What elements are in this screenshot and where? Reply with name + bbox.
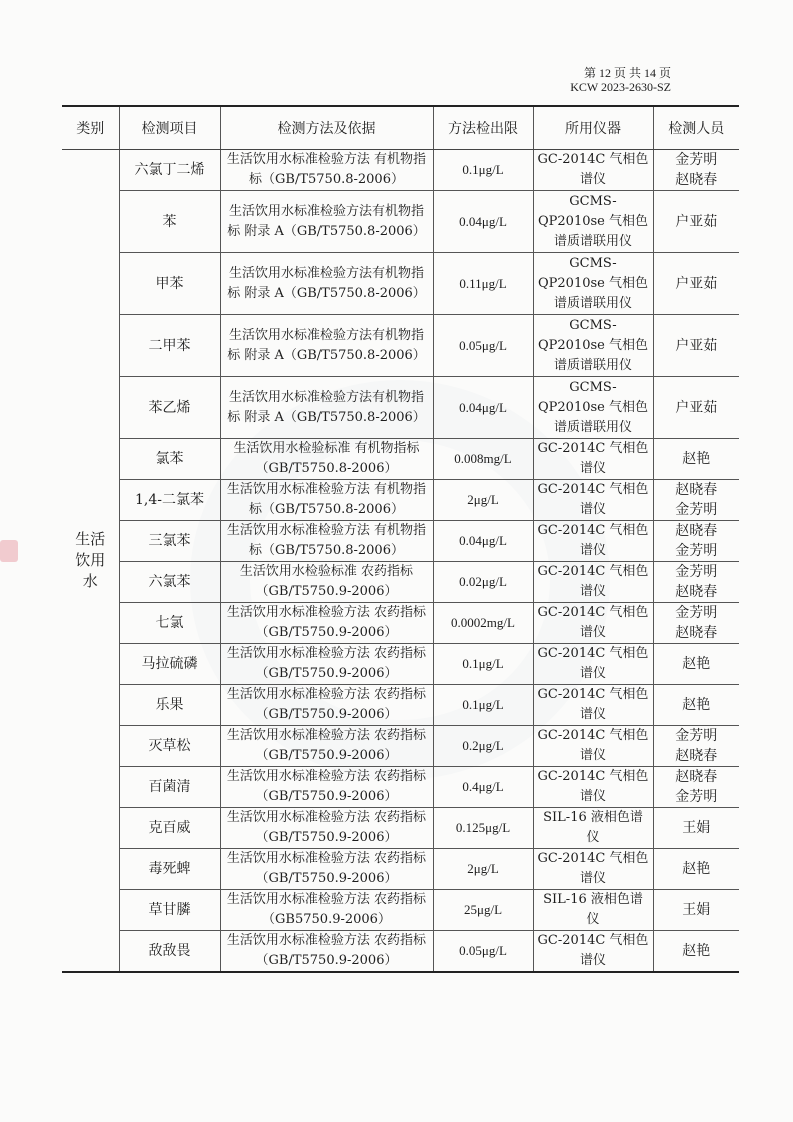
instrument-cell: GC-2014C 气相色谱仪 bbox=[533, 767, 653, 808]
table-row bbox=[62, 521, 739, 562]
tester-cell bbox=[653, 890, 739, 931]
tester-name: 金芳明 bbox=[675, 728, 718, 744]
category-cell bbox=[62, 150, 119, 973]
limit-cell: 0.02μg/L bbox=[433, 562, 533, 603]
tester-name: 赵晓春 bbox=[675, 584, 718, 600]
tester-cell bbox=[653, 253, 739, 315]
item-cell: 毒死蜱 bbox=[119, 849, 220, 890]
instrument-cell: GC-2014C 气相色谱仪 bbox=[533, 644, 653, 685]
item-cell: 七氯 bbox=[119, 603, 220, 644]
instrument-cell: GC-2014C 气相色谱仪 bbox=[533, 685, 653, 726]
limit-cell: 0.04μg/L bbox=[433, 377, 533, 439]
tester-cell bbox=[653, 315, 739, 377]
table-row bbox=[62, 603, 739, 644]
tester-name: 赵晓春 bbox=[675, 172, 718, 188]
tester-name: 赵晓春 bbox=[675, 523, 718, 539]
table-row bbox=[62, 726, 739, 767]
tester-name: 赵晓春 bbox=[675, 482, 718, 498]
tester-name: 户亚茹 bbox=[675, 275, 718, 292]
method-cell: 生活饮用水标准检验方法 农药指标（GB/T5750.9-2006） bbox=[220, 726, 433, 767]
tester-cell bbox=[653, 644, 739, 685]
tester-cell bbox=[653, 767, 739, 808]
test-results-table bbox=[62, 105, 739, 973]
table-row bbox=[62, 849, 739, 890]
table-row bbox=[62, 315, 739, 377]
tester-cell bbox=[653, 808, 739, 849]
table-row bbox=[62, 685, 739, 726]
limit-cell: 0.1μg/L bbox=[433, 644, 533, 685]
tester-cell bbox=[653, 439, 739, 480]
method-cell: 生活饮用水标准检验方法 农药指标（GB/T5750.9-2006） bbox=[220, 849, 433, 890]
method-cell: 生活饮用水检验标准 有机物指标（GB/T5750.8-2006） bbox=[220, 439, 433, 480]
limit-cell: 0.04μg/L bbox=[433, 521, 533, 562]
tester-cell bbox=[653, 685, 739, 726]
item-cell: 敌敌畏 bbox=[119, 931, 220, 973]
instrument-cell: GC-2014C 气相色谱仪 bbox=[533, 439, 653, 480]
method-cell: 生活饮用水标准检验方法 有机物指标（GB/T5750.8-2006） bbox=[220, 150, 433, 191]
limit-cell: 0.4μg/L bbox=[433, 767, 533, 808]
item-cell: 苯乙烯 bbox=[119, 377, 220, 439]
tester-name: 赵晓春 bbox=[675, 625, 718, 641]
column-header-method: 检测方法及依据 bbox=[220, 106, 433, 150]
method-cell: 生活饮用水标准检验方法 农药指标（GB/T5750.9-2006） bbox=[220, 931, 433, 973]
method-cell: 生活饮用水标准检验方法 农药指标（GB/T5750.9-2006） bbox=[220, 644, 433, 685]
table-row bbox=[62, 931, 739, 973]
tester-name: 金芳明 bbox=[675, 789, 718, 805]
method-cell: 生活饮用水检验标准 农药指标（GB/T5750.9-2006） bbox=[220, 562, 433, 603]
instrument-cell: GC-2014C 气相色谱仪 bbox=[533, 521, 653, 562]
method-cell: 生活饮用水标准检验方法 有机物指标（GB/T5750.8-2006） bbox=[220, 521, 433, 562]
instrument-cell: GCMS-QP2010se 气相色谱质谱联用仪 bbox=[533, 377, 653, 439]
limit-cell: 0.2μg/L bbox=[433, 726, 533, 767]
tester-name: 王娟 bbox=[682, 820, 711, 836]
method-cell: 生活饮用水标准检验方法有机物指标 附录 A（GB/T5750.8-2006） bbox=[220, 253, 433, 315]
tester-name: 户亚茹 bbox=[675, 399, 718, 416]
method-cell: 生活饮用水标准检验方法 农药指标（GB/T5750.9-2006） bbox=[220, 603, 433, 644]
instrument-cell: GCMS-QP2010se 气相色谱质谱联用仪 bbox=[533, 253, 653, 315]
item-cell: 六氯苯 bbox=[119, 562, 220, 603]
limit-cell: 2μg/L bbox=[433, 480, 533, 521]
method-cell: 生活饮用水标准检验方法 农药指标（GB5750.9-2006） bbox=[220, 890, 433, 931]
limit-cell: 0.125μg/L bbox=[433, 808, 533, 849]
tester-cell bbox=[653, 480, 739, 521]
table-header-row bbox=[62, 106, 739, 150]
tester-name: 金芳明 bbox=[675, 502, 718, 518]
instrument-cell: GC-2014C 气相色谱仪 bbox=[533, 150, 653, 191]
tester-name: 金芳明 bbox=[675, 564, 718, 580]
tester-name: 赵晓春 bbox=[675, 748, 718, 764]
category-label: 生活饮用水 bbox=[75, 529, 106, 590]
tester-name: 赵艳 bbox=[682, 697, 711, 713]
table-row bbox=[62, 890, 739, 931]
method-cell: 生活饮用水标准检验方法 农药指标（GB/T5750.9-2006） bbox=[220, 767, 433, 808]
tester-name: 金芳明 bbox=[675, 605, 718, 621]
instrument-cell: GC-2014C 气相色谱仪 bbox=[533, 726, 653, 767]
item-cell: 马拉硫磷 bbox=[119, 644, 220, 685]
page-header bbox=[570, 66, 671, 94]
item-cell: 二甲苯 bbox=[119, 315, 220, 377]
table-row bbox=[62, 644, 739, 685]
table-row bbox=[62, 480, 739, 521]
tester-cell bbox=[653, 191, 739, 253]
method-cell: 生活饮用水标准检验方法有机物指标 附录 A（GB/T5750.8-2006） bbox=[220, 377, 433, 439]
tester-name: 金芳明 bbox=[675, 543, 718, 559]
column-header-tester: 检测人员 bbox=[653, 106, 739, 150]
table-row bbox=[62, 191, 739, 253]
limit-cell: 25μg/L bbox=[433, 890, 533, 931]
instrument-cell: GC-2014C 气相色谱仪 bbox=[533, 480, 653, 521]
table-row bbox=[62, 253, 739, 315]
instrument-cell: GC-2014C 气相色谱仪 bbox=[533, 603, 653, 644]
tester-name: 赵艳 bbox=[682, 943, 711, 959]
tester-name: 赵艳 bbox=[682, 861, 711, 877]
limit-cell: 0.05μg/L bbox=[433, 931, 533, 973]
item-cell: 1,4-二氯苯 bbox=[119, 480, 220, 521]
table-row bbox=[62, 808, 739, 849]
limit-cell: 0.0002mg/L bbox=[433, 603, 533, 644]
item-cell: 甲苯 bbox=[119, 253, 220, 315]
tester-name: 金芳明 bbox=[675, 152, 718, 168]
report-number: KCW 2023-2630-SZ bbox=[570, 80, 671, 94]
tester-name: 赵艳 bbox=[682, 656, 711, 672]
method-cell: 生活饮用水标准检验方法 农药指标（GB/T5750.9-2006） bbox=[220, 808, 433, 849]
instrument-cell: GC-2014C 气相色谱仪 bbox=[533, 849, 653, 890]
tester-cell bbox=[653, 726, 739, 767]
tester-cell bbox=[653, 603, 739, 644]
stamp-edge-mark bbox=[0, 540, 18, 562]
table-row bbox=[62, 439, 739, 480]
instrument-cell: SIL-16 液相色谱仪 bbox=[533, 808, 653, 849]
method-cell: 生活饮用水标准检验方法 农药指标（GB/T5750.9-2006） bbox=[220, 685, 433, 726]
tester-cell bbox=[653, 377, 739, 439]
item-cell: 乐果 bbox=[119, 685, 220, 726]
tester-cell bbox=[653, 849, 739, 890]
item-cell: 克百威 bbox=[119, 808, 220, 849]
tester-name: 赵艳 bbox=[682, 451, 711, 467]
limit-cell: 0.05μg/L bbox=[433, 315, 533, 377]
table-body bbox=[62, 150, 739, 973]
tester-name: 赵晓春 bbox=[675, 769, 718, 785]
item-cell: 三氯苯 bbox=[119, 521, 220, 562]
tester-cell bbox=[653, 931, 739, 973]
instrument-cell: SIL-16 液相色谱仪 bbox=[533, 890, 653, 931]
tester-cell bbox=[653, 521, 739, 562]
table-row bbox=[62, 150, 739, 191]
instrument-cell: GC-2014C 气相色谱仪 bbox=[533, 931, 653, 973]
limit-cell: 2μg/L bbox=[433, 849, 533, 890]
column-header-detection-limit: 方法检出限 bbox=[433, 106, 533, 150]
tester-name: 王娟 bbox=[682, 902, 711, 918]
method-cell: 生活饮用水标准检验方法 有机物指标（GB/T5750.8-2006） bbox=[220, 480, 433, 521]
item-cell: 草甘膦 bbox=[119, 890, 220, 931]
table-row bbox=[62, 767, 739, 808]
limit-cell: 0.11μg/L bbox=[433, 253, 533, 315]
column-header-item: 检测项目 bbox=[119, 106, 220, 150]
item-cell: 百菌清 bbox=[119, 767, 220, 808]
column-header-category: 类别 bbox=[62, 106, 119, 150]
item-cell: 灭草松 bbox=[119, 726, 220, 767]
tester-name: 户亚茹 bbox=[675, 213, 718, 230]
table-row bbox=[62, 562, 739, 603]
instrument-cell: GCMS-QP2010se 气相色谱质谱联用仪 bbox=[533, 315, 653, 377]
limit-cell: 0.1μg/L bbox=[433, 685, 533, 726]
table-row bbox=[62, 377, 739, 439]
item-cell: 苯 bbox=[119, 191, 220, 253]
method-cell: 生活饮用水标准检验方法有机物指标 附录 A（GB/T5750.8-2006） bbox=[220, 315, 433, 377]
column-header-instrument: 所用仪器 bbox=[533, 106, 653, 150]
item-cell: 六氯丁二烯 bbox=[119, 150, 220, 191]
tester-cell bbox=[653, 150, 739, 191]
method-cell: 生活饮用水标准检验方法有机物指标 附录 A（GB/T5750.8-2006） bbox=[220, 191, 433, 253]
tester-name: 户亚茹 bbox=[675, 337, 718, 354]
limit-cell: 0.1μg/L bbox=[433, 150, 533, 191]
instrument-cell: GC-2014C 气相色谱仪 bbox=[533, 562, 653, 603]
limit-cell: 0.008mg/L bbox=[433, 439, 533, 480]
page-number: 第 12 页 共 14 页 bbox=[583, 66, 671, 80]
limit-cell: 0.04μg/L bbox=[433, 191, 533, 253]
item-cell: 氯苯 bbox=[119, 439, 220, 480]
instrument-cell: GCMS-QP2010se 气相色谱质谱联用仪 bbox=[533, 191, 653, 253]
tester-cell bbox=[653, 562, 739, 603]
